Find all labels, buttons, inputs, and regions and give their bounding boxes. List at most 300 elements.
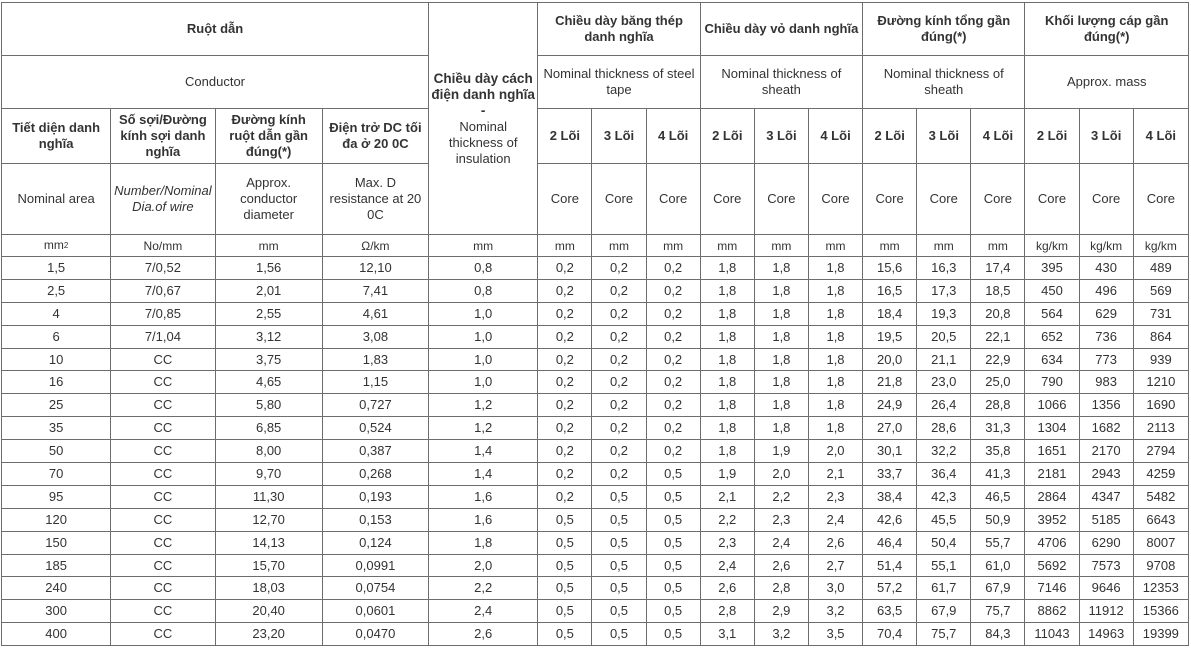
cell-sheath-3: 1,9 (754, 440, 808, 463)
cell-tape-3: 0,2 (592, 279, 646, 302)
cell-resistance: 0,0601 (322, 600, 428, 623)
cell-diameter-2: 46,4 (863, 531, 917, 554)
cond-dia-en-header: Approx. conductor diameter (215, 164, 322, 235)
core-en-header: Core (1025, 164, 1079, 235)
cell-wire: CC (111, 485, 215, 508)
cell-mass-3: 736 (1079, 325, 1133, 348)
cell-sheath-2: 1,8 (700, 440, 754, 463)
cell-diameter-2: 38,4 (863, 485, 917, 508)
cell-tape-2: 0,5 (538, 508, 592, 531)
cell-resistance: 0,268 (322, 463, 428, 486)
cell-tape-2: 0,2 (538, 485, 592, 508)
cell-cond-dia: 1,56 (215, 257, 322, 280)
cell-mass-2: 450 (1025, 279, 1079, 302)
unit-area-base: mm (43, 237, 64, 252)
cell-diameter-4: 35,8 (971, 440, 1025, 463)
cell-wire: 7/1,04 (111, 325, 215, 348)
cell-cond-dia: 12,70 (215, 508, 322, 531)
cell-tape-2: 0,2 (538, 325, 592, 348)
cell-tape-4: 0,2 (646, 371, 700, 394)
core-count-header: 2 Lõi (1025, 109, 1079, 164)
cell-mass-3: 2943 (1079, 463, 1133, 486)
cell-sheath-4: 2,1 (808, 463, 862, 486)
mass-vi-header: Khối lượng cáp gần đúng(*) (1025, 3, 1189, 56)
cell-sheath-3: 2,9 (754, 600, 808, 623)
unit-mass: kg/km (1133, 235, 1188, 257)
cell-wire: CC (111, 531, 215, 554)
cell-area: 1,5 (2, 257, 111, 280)
cell-resistance: 0,0754 (322, 577, 428, 600)
core-count-header: 3 Lõi (754, 109, 808, 164)
cell-diameter-3: 26,4 (917, 394, 971, 417)
cell-mass-2: 2864 (1025, 485, 1079, 508)
cell-wire: CC (111, 394, 215, 417)
cell-area: 185 (2, 554, 111, 577)
cell-sheath-4: 2,6 (808, 531, 862, 554)
cell-tape-4: 0,2 (646, 325, 700, 348)
mass-en-header: Approx. mass (1025, 56, 1189, 109)
core-count-header: 4 Lõi (808, 109, 862, 164)
core-count-header: 3 Lõi (1079, 109, 1133, 164)
cell-mass-3: 983 (1079, 371, 1133, 394)
cell-sheath-4: 1,8 (808, 371, 862, 394)
cell-cond-dia: 18,03 (215, 577, 322, 600)
cell-sheath-2: 1,8 (700, 257, 754, 280)
cell-tape-4: 0,2 (646, 257, 700, 280)
cell-sheath-4: 3,5 (808, 623, 862, 646)
cell-tape-4: 0,2 (646, 440, 700, 463)
cell-sheath-4: 1,8 (808, 279, 862, 302)
core-en-header: Core (863, 164, 917, 235)
cell-diameter-3: 28,6 (917, 417, 971, 440)
table-row (2, 577, 1189, 600)
cell-cond-dia: 6,85 (215, 417, 322, 440)
core-en-header: Core (592, 164, 646, 235)
cell-cond-dia: 3,75 (215, 348, 322, 371)
core-count-header: 2 Lõi (538, 109, 592, 164)
cell-diameter-4: 22,9 (971, 348, 1025, 371)
cell-tape-3: 0,2 (592, 417, 646, 440)
cell-sheath-3: 1,8 (754, 302, 808, 325)
cell-tape-3: 0,5 (592, 554, 646, 577)
unit-wire: No/mm (111, 235, 215, 257)
cell-tape-2: 0,2 (538, 279, 592, 302)
cell-sheath-4: 1,8 (808, 257, 862, 280)
cell-sheath-3: 2,4 (754, 531, 808, 554)
cell-tape-3: 0,2 (592, 302, 646, 325)
tape-en-header: Nominal thickness of steel tape (538, 56, 700, 109)
table-row (2, 371, 1189, 394)
cell-diameter-3: 55,1 (917, 554, 971, 577)
cell-mass-3: 6290 (1079, 531, 1133, 554)
resistance-en-header: Max. D resistance at 20 0C (322, 164, 428, 235)
cell-resistance: 3,08 (322, 325, 428, 348)
table-row (2, 508, 1189, 531)
cell-sheath-2: 2,6 (700, 577, 754, 600)
cell-sheath-4: 2,3 (808, 485, 862, 508)
core-en-header: Core (1079, 164, 1133, 235)
cell-area: 95 (2, 485, 111, 508)
cell-diameter-4: 84,3 (971, 623, 1025, 646)
core-en-header: Core (1133, 164, 1188, 235)
cell-sheath-4: 2,4 (808, 508, 862, 531)
cell-insulation: 2,6 (429, 623, 538, 646)
cell-cond-dia: 15,70 (215, 554, 322, 577)
unit-sheath: mm (808, 235, 862, 257)
core-count-header: 4 Lõi (1133, 109, 1188, 164)
cell-area: 25 (2, 394, 111, 417)
cell-sheath-2: 2,4 (700, 554, 754, 577)
cell-mass-2: 4706 (1025, 531, 1079, 554)
cell-tape-2: 0,2 (538, 257, 592, 280)
core-count-header: 3 Lõi (592, 109, 646, 164)
cell-insulation: 1,6 (429, 508, 538, 531)
cell-sheath-3: 2,6 (754, 554, 808, 577)
unit-diameter: mm (971, 235, 1025, 257)
table-row (2, 463, 1189, 486)
unit-mass: kg/km (1025, 235, 1079, 257)
cell-diameter-2: 30,1 (863, 440, 917, 463)
core-en-header: Core (971, 164, 1025, 235)
cell-sheath-2: 1,8 (700, 394, 754, 417)
cell-diameter-3: 16,3 (917, 257, 971, 280)
cell-mass-4: 9708 (1133, 554, 1188, 577)
cell-sheath-4: 2,0 (808, 440, 862, 463)
cell-mass-2: 395 (1025, 257, 1079, 280)
cell-sheath-3: 1,8 (754, 394, 808, 417)
cell-mass-4: 864 (1133, 325, 1188, 348)
cell-sheath-4: 3,2 (808, 600, 862, 623)
core-count-header: 3 Lõi (917, 109, 971, 164)
table-row (2, 325, 1189, 348)
cell-diameter-3: 61,7 (917, 577, 971, 600)
resistance-vi-header: Điện trở DC tối đa ở 20 0C (322, 109, 428, 164)
cell-mass-4: 4259 (1133, 463, 1188, 486)
table-row (2, 394, 1189, 417)
cell-wire: CC (111, 577, 215, 600)
cell-tape-2: 0,5 (538, 554, 592, 577)
cell-cond-dia: 14,13 (215, 531, 322, 554)
cell-wire: CC (111, 463, 215, 486)
cell-diameter-2: 16,5 (863, 279, 917, 302)
cell-insulation: 1,0 (429, 302, 538, 325)
cell-sheath-2: 1,9 (700, 463, 754, 486)
cell-mass-2: 564 (1025, 302, 1079, 325)
cell-area: 10 (2, 348, 111, 371)
cell-sheath-3: 2,3 (754, 508, 808, 531)
cell-tape-3: 0,5 (592, 485, 646, 508)
cell-diameter-2: 42,6 (863, 508, 917, 531)
cell-resistance: 1,83 (322, 348, 428, 371)
cell-sheath-3: 2,8 (754, 577, 808, 600)
cell-mass-2: 1651 (1025, 440, 1079, 463)
table-row (2, 600, 1189, 623)
cell-tape-2: 0,5 (538, 531, 592, 554)
cell-insulation: 1,2 (429, 394, 538, 417)
cell-wire: CC (111, 417, 215, 440)
diameter-vi-header: Đường kính tổng gần đúng(*) (863, 3, 1025, 56)
cell-sheath-2: 1,8 (700, 325, 754, 348)
cell-sheath-4: 1,8 (808, 348, 862, 371)
cell-area: 16 (2, 371, 111, 394)
cell-tape-3: 0,2 (592, 463, 646, 486)
table-row (2, 554, 1189, 577)
cell-diameter-3: 32,2 (917, 440, 971, 463)
cell-tape-4: 0,2 (646, 348, 700, 371)
cell-diameter-4: 28,8 (971, 394, 1025, 417)
cell-resistance: 0,193 (322, 485, 428, 508)
cell-insulation: 1,0 (429, 325, 538, 348)
cell-wire: CC (111, 508, 215, 531)
cell-tape-2: 0,2 (538, 394, 592, 417)
table-row (2, 257, 1189, 280)
cell-diameter-4: 25,0 (971, 371, 1025, 394)
cell-mass-2: 3952 (1025, 508, 1079, 531)
cell-tape-4: 0,2 (646, 394, 700, 417)
cell-insulation: 0,8 (429, 279, 538, 302)
cell-tape-4: 0,2 (646, 302, 700, 325)
cell-sheath-3: 1,8 (754, 257, 808, 280)
cell-sheath-4: 1,8 (808, 325, 862, 348)
area-vi-header: Tiết diện danh nghĩa (2, 109, 111, 164)
cell-diameter-4: 67,9 (971, 577, 1025, 600)
cell-diameter-4: 55,7 (971, 531, 1025, 554)
cell-diameter-3: 45,5 (917, 508, 971, 531)
cell-tape-3: 0,2 (592, 257, 646, 280)
unit-resistance: Ω/km (322, 235, 428, 257)
cell-sheath-3: 1,8 (754, 417, 808, 440)
cell-mass-3: 2170 (1079, 440, 1133, 463)
cell-insulation: 2,4 (429, 600, 538, 623)
cell-tape-3: 0,2 (592, 371, 646, 394)
unit-cond-dia: mm (215, 235, 322, 257)
cell-wire: CC (111, 600, 215, 623)
cell-mass-2: 11043 (1025, 623, 1079, 646)
core-count-header: 2 Lõi (863, 109, 917, 164)
table-row (2, 623, 1189, 646)
cell-insulation: 2,0 (429, 554, 538, 577)
wire-en-header: Number/Nominal Dia.of wire (111, 164, 215, 235)
cell-resistance: 12,10 (322, 257, 428, 280)
core-en-header: Core (754, 164, 808, 235)
cell-tape-4: 0,5 (646, 508, 700, 531)
cell-insulation: 1,0 (429, 371, 538, 394)
cell-sheath-2: 1,8 (700, 348, 754, 371)
cell-tape-4: 0,2 (646, 279, 700, 302)
cell-mass-2: 1066 (1025, 394, 1079, 417)
unit-tape: mm (592, 235, 646, 257)
cell-tape-3: 0,5 (592, 508, 646, 531)
cell-resistance: 0,524 (322, 417, 428, 440)
unit-area-sup: 2 (63, 240, 69, 250)
unit-tape: mm (646, 235, 700, 257)
cell-wire: 7/0,67 (111, 279, 215, 302)
cell-diameter-2: 51,4 (863, 554, 917, 577)
cell-cond-dia: 2,01 (215, 279, 322, 302)
cell-insulation: 1,2 (429, 417, 538, 440)
cell-diameter-2: 57,2 (863, 577, 917, 600)
cell-mass-3: 1356 (1079, 394, 1133, 417)
cell-sheath-2: 2,1 (700, 485, 754, 508)
core-count-header: 4 Lõi (971, 109, 1025, 164)
area-en-header: Nominal area (2, 164, 111, 235)
cell-mass-4: 12353 (1133, 577, 1188, 600)
cell-sheath-4: 1,8 (808, 417, 862, 440)
cell-sheath-4: 1,8 (808, 302, 862, 325)
cell-diameter-4: 50,9 (971, 508, 1025, 531)
table-row (2, 348, 1189, 371)
cell-mass-2: 634 (1025, 348, 1079, 371)
unit-tape: mm (538, 235, 592, 257)
cell-sheath-4: 3,0 (808, 577, 862, 600)
cell-diameter-2: 33,7 (863, 463, 917, 486)
wire-vi-header: Số sợi/Đường kính sợi danh nghĩa (111, 109, 215, 164)
cell-wire: CC (111, 554, 215, 577)
cell-area: 50 (2, 440, 111, 463)
cell-area: 300 (2, 600, 111, 623)
cell-diameter-3: 19,3 (917, 302, 971, 325)
cell-sheath-2: 1,8 (700, 417, 754, 440)
cell-sheath-3: 2,2 (754, 485, 808, 508)
cell-sheath-3: 1,8 (754, 348, 808, 371)
cell-resistance: 0,124 (322, 531, 428, 554)
cell-cond-dia: 8,00 (215, 440, 322, 463)
cell-insulation: 1,6 (429, 485, 538, 508)
unit-diameter: mm (863, 235, 917, 257)
cell-diameter-4: 41,3 (971, 463, 1025, 486)
unit-insulation: mm (429, 235, 538, 257)
unit-diameter: mm (917, 235, 971, 257)
cell-mass-3: 496 (1079, 279, 1133, 302)
cell-mass-4: 569 (1133, 279, 1188, 302)
cell-diameter-3: 17,3 (917, 279, 971, 302)
cell-mass-3: 629 (1079, 302, 1133, 325)
cell-diameter-2: 19,5 (863, 325, 917, 348)
cond-dia-vi-header: Đường kính ruột dẫn gần đúng(*) (215, 109, 322, 164)
cell-mass-4: 731 (1133, 302, 1188, 325)
cell-diameter-4: 31,3 (971, 417, 1025, 440)
cell-mass-4: 1210 (1133, 371, 1188, 394)
table-row (2, 485, 1189, 508)
cell-diameter-3: 36,4 (917, 463, 971, 486)
cell-resistance: 0,727 (322, 394, 428, 417)
cell-area: 6 (2, 325, 111, 348)
cell-mass-2: 2181 (1025, 463, 1079, 486)
cell-resistance: 7,41 (322, 279, 428, 302)
table-row (2, 531, 1189, 554)
cell-tape-2: 0,2 (538, 348, 592, 371)
cell-mass-3: 773 (1079, 348, 1133, 371)
cell-mass-4: 8007 (1133, 531, 1188, 554)
core-en-header: Core (917, 164, 971, 235)
cell-tape-3: 0,2 (592, 440, 646, 463)
cell-area: 150 (2, 531, 111, 554)
cell-mass-2: 790 (1025, 371, 1079, 394)
cell-mass-4: 5482 (1133, 485, 1188, 508)
unit-area (2, 235, 111, 257)
cell-mass-4: 2794 (1133, 440, 1188, 463)
insulation-vi-label: Chiều dày cách điện danh nghĩa - (431, 70, 535, 118)
cell-diameter-4: 18,5 (971, 279, 1025, 302)
cell-area: 2,5 (2, 279, 111, 302)
diameter-en-header: Nominal thickness of sheath (863, 56, 1025, 109)
table-row (2, 302, 1189, 325)
cell-diameter-4: 22,1 (971, 325, 1025, 348)
cell-tape-3: 0,5 (592, 577, 646, 600)
cell-tape-2: 0,2 (538, 302, 592, 325)
cell-tape-3: 0,5 (592, 600, 646, 623)
cell-diameter-4: 61,0 (971, 554, 1025, 577)
cell-diameter-3: 67,9 (917, 600, 971, 623)
cell-resistance: 0,153 (322, 508, 428, 531)
cell-diameter-2: 21,8 (863, 371, 917, 394)
cell-resistance: 1,15 (322, 371, 428, 394)
cell-diameter-2: 63,5 (863, 600, 917, 623)
cell-insulation: 1,4 (429, 463, 538, 486)
cell-sheath-2: 2,3 (700, 531, 754, 554)
cell-tape-4: 0,5 (646, 485, 700, 508)
cell-mass-2: 5692 (1025, 554, 1079, 577)
cell-mass-4: 489 (1133, 257, 1188, 280)
cell-sheath-2: 1,8 (700, 371, 754, 394)
cell-resistance: 0,387 (322, 440, 428, 463)
cell-tape-2: 0,5 (538, 623, 592, 646)
cell-mass-3: 7573 (1079, 554, 1133, 577)
cell-mass-3: 9646 (1079, 577, 1133, 600)
cell-sheath-3: 2,0 (754, 463, 808, 486)
cell-tape-2: 0,2 (538, 371, 592, 394)
table-row (2, 279, 1189, 302)
core-count-header: 4 Lõi (646, 109, 700, 164)
cell-sheath-2: 2,2 (700, 508, 754, 531)
cell-tape-4: 0,5 (646, 463, 700, 486)
cell-tape-4: 0,2 (646, 417, 700, 440)
cell-diameter-2: 20,0 (863, 348, 917, 371)
cell-sheath-4: 2,7 (808, 554, 862, 577)
cell-diameter-2: 18,4 (863, 302, 917, 325)
cell-tape-3: 0,2 (592, 348, 646, 371)
cell-tape-4: 0,5 (646, 531, 700, 554)
core-en-header: Core (700, 164, 754, 235)
cell-insulation: 2,2 (429, 577, 538, 600)
cell-mass-4: 19399 (1133, 623, 1188, 646)
cell-resistance: 4,61 (322, 302, 428, 325)
cable-spec-table (1, 2, 1189, 646)
cell-tape-3: 0,2 (592, 394, 646, 417)
cell-cond-dia: 2,55 (215, 302, 322, 325)
unit-sheath: mm (754, 235, 808, 257)
cell-mass-3: 430 (1079, 257, 1133, 280)
cell-mass-3: 5185 (1079, 508, 1133, 531)
cell-sheath-3: 1,8 (754, 279, 808, 302)
cell-insulation: 1,8 (429, 531, 538, 554)
cell-area: 70 (2, 463, 111, 486)
cell-sheath-2: 3,1 (700, 623, 754, 646)
cell-diameter-2: 27,0 (863, 417, 917, 440)
conductor-en-header: Conductor (2, 56, 429, 109)
cell-area: 120 (2, 508, 111, 531)
core-en-header: Core (646, 164, 700, 235)
cell-diameter-3: 50,4 (917, 531, 971, 554)
insulation-header (429, 3, 538, 235)
cell-diameter-4: 46,5 (971, 485, 1025, 508)
cell-diameter-3: 21,1 (917, 348, 971, 371)
cell-resistance: 0,0470 (322, 623, 428, 646)
data-rows (2, 257, 1189, 646)
cell-insulation: 1,0 (429, 348, 538, 371)
cell-mass-4: 6643 (1133, 508, 1188, 531)
cell-tape-3: 0,5 (592, 531, 646, 554)
